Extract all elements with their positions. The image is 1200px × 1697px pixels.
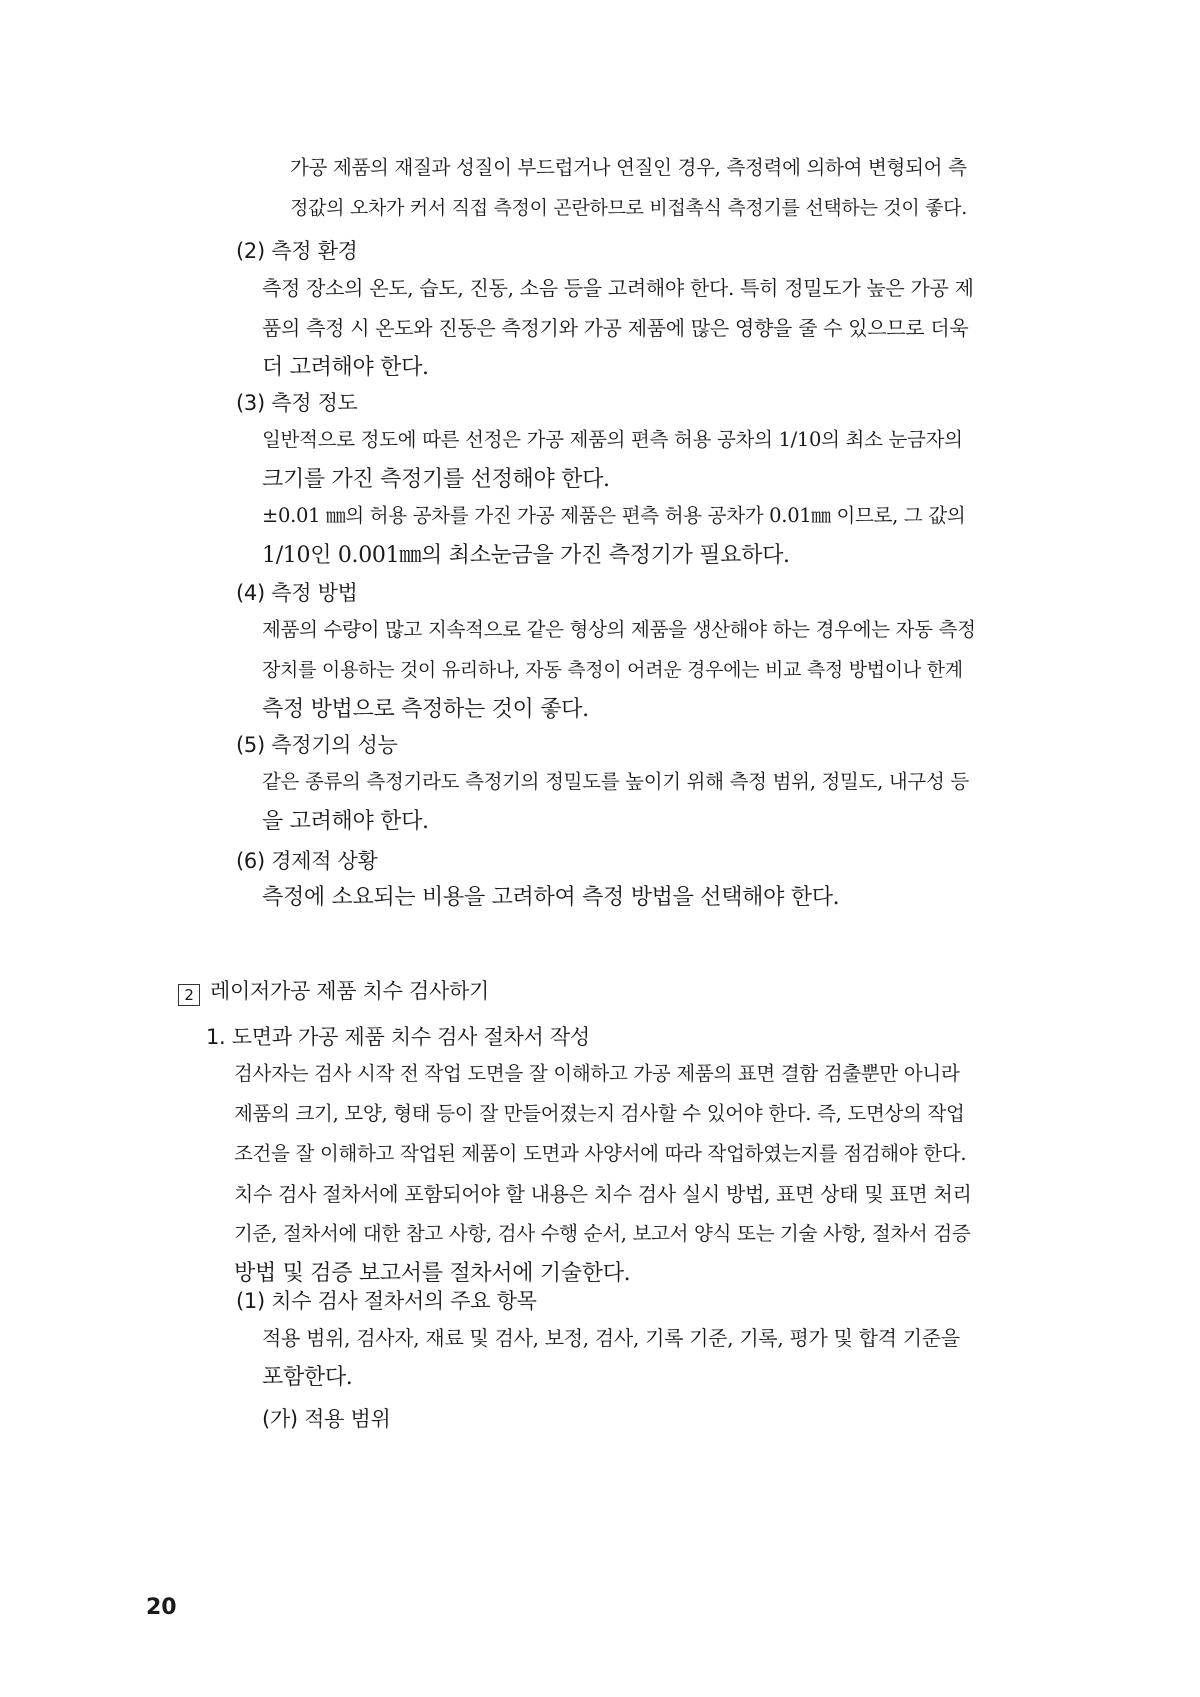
heading-measurement-accuracy: (3) 측정 정도 <box>236 391 358 415</box>
paragraph-measurement-accuracy-a <box>262 420 976 500</box>
text-line: 측정에 소요되는 비용을 고려하여 측정 방법을 선택해야 한다. <box>262 885 840 910</box>
paragraph-measurement-environment <box>262 268 976 388</box>
section-heading <box>178 976 489 1006</box>
text-line: 치수 검사 절차서에 포함되어야 할 내용은 치수 검사 실시 방법, 표면 상태 및 표면 처리 <box>234 1182 972 1206</box>
text-line: 방법 및 검증 보고서를 절차서에 기술한다. <box>234 1261 631 1286</box>
heading-main-items: (1) 치수 검사 절차서의 주요 항목 <box>236 1289 537 1313</box>
heading-economic-situation: (6) 경제적 상황 <box>236 849 378 873</box>
text-line: 같은 종류의 측정기라도 측정기의 정밀도를 높이기 위해 측정 범위, 정밀도, 내구성 등 <box>262 770 969 793</box>
text-line: 가공 제품의 재질과 성질이 부드럽거나 연질인 경우, 측정력에 의하여 변형되어 측 <box>290 156 967 179</box>
text-line: 정값의 오차가 커서 직접 측정이 곤란하므로 비접촉식 측정기를 선택하는 것이 좋다. <box>290 197 967 219</box>
section-number-box: 2 <box>178 984 200 1006</box>
text-line: 측정 장소의 온도, 습도, 진동, 소음 등을 고려해야 한다. 특히 정밀도가 높은 가공 제 <box>262 276 974 300</box>
paragraph-measurement-accuracy-b <box>262 496 976 576</box>
paragraph-main-items <box>262 1318 976 1398</box>
heading-scope: (가) 적용 범위 <box>262 1407 391 1431</box>
text-line: 기준, 절차서에 대한 참고 사항, 검사 수행 순서, 보고서 양식 또는 기술 사항, 절차서 검증 <box>234 1222 971 1245</box>
text-line: 제품의 크기, 모양, 형태 등이 잘 만들어졌는지 검사할 수 있어야 한다. 즉, 도면상의 작업 <box>234 1102 965 1125</box>
text-line: 더 고려해야 한다. <box>262 355 429 380</box>
section-title: 레이저가공 제품 치수 검사하기 <box>210 979 489 1003</box>
paragraph-intro <box>290 148 976 228</box>
text-line: 제품의 수량이 많고 지속적으로 같은 형상의 제품을 생산해야 하는 경우에는 자동 측정 <box>262 618 976 641</box>
subsection-heading: 1. 도면과 가공 제품 치수 검사 절차서 작성 <box>206 1025 590 1049</box>
paragraph-inspection-procedure <box>234 1054 976 1294</box>
paragraph-economic-situation <box>262 878 976 918</box>
text-line: 1/10인 0.001㎜의 최소눈금을 가진 측정기가 필요하다. <box>262 543 790 568</box>
text-line: 품의 측정 시 온도와 진동은 측정기와 가공 제품에 많은 영향을 줄 수 있으므로 더욱 <box>262 316 969 340</box>
text-line: 검사자는 검사 시작 전 작업 도면을 잘 이해하고 가공 제품의 표면 결함 검출뿐만 아니라 <box>234 1062 960 1085</box>
heading-measurement-environment: (2) 측정 환경 <box>236 239 358 263</box>
heading-measurement-method: (4) 측정 방법 <box>236 581 358 605</box>
text-line: 장치를 이용하는 것이 유리하나, 자동 측정이 어려운 경우에는 비교 측정 방법이나 한계 <box>262 659 963 681</box>
text-line: 측정 방법으로 측정하는 것이 좋다. <box>262 697 589 722</box>
text-line: 포함한다. <box>262 1365 353 1390</box>
text-line: 일반적으로 정도에 따른 선정은 가공 제품의 편측 허용 공차의 1/10의 최소 눈금자의 <box>262 428 963 451</box>
text-line: 크기를 가진 측정기를 선정해야 한다. <box>262 467 610 492</box>
paragraph-instrument-performance <box>262 762 976 842</box>
text-line: 을 고려해야 한다. <box>262 809 429 834</box>
text-line: 적용 범위, 검사자, 재료 및 검사, 보정, 검사, 기록 기준, 기록, 평가 및 합격 기준을 <box>262 1326 960 1350</box>
text-line: ±0.01 ㎜의 허용 공차를 가진 가공 제품은 편측 허용 공차가 0.01㎜ 이므로, 그 값의 <box>262 504 966 527</box>
text-line: 조건을 잘 이해하고 작업된 제품이 도면과 사양서에 따라 작업하였는지를 점검해야 한다. <box>234 1142 967 1165</box>
page-number: 20 <box>146 1595 177 1620</box>
paragraph-measurement-method <box>262 610 976 730</box>
heading-instrument-performance: (5) 측정기의 성능 <box>236 733 398 757</box>
